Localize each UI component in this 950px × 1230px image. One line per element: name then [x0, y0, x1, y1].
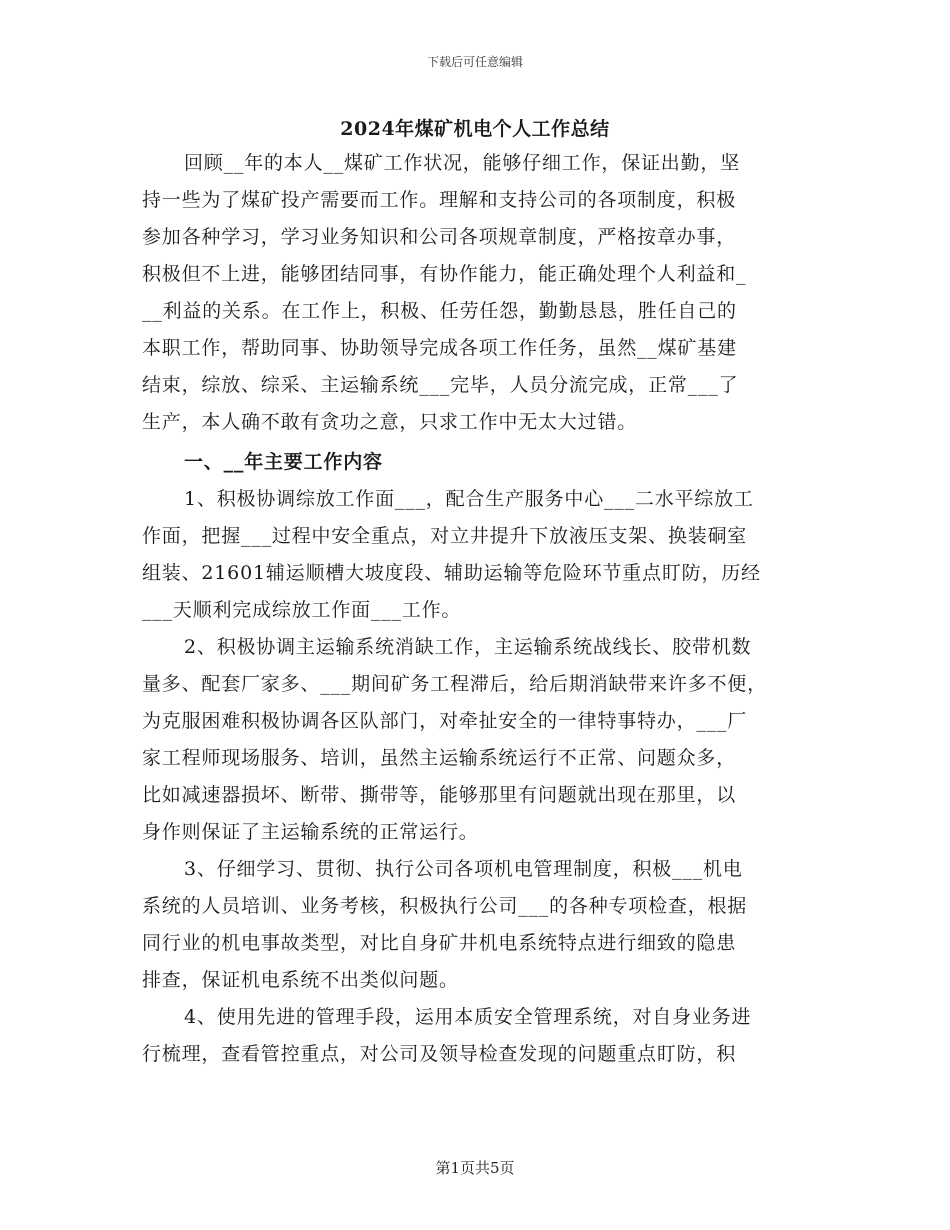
text-line: 作面，把握___过程中安全重点，对立井提升下放液压支架、换装硐室 — [142, 525, 748, 547]
text-line: 生产，本人确不敢有贪功之意，只求工作中无太大过错。 — [142, 411, 638, 433]
text-line: 身作则保证了主运输系统的正常运行。 — [142, 821, 479, 843]
text-line: 家工程师现场服务、培训，虽然主运输系统运行不正常、问题众多， — [142, 747, 737, 769]
text-line: ___天顺利完成综放工作面___工作。 — [142, 599, 462, 621]
text-line: 为克服困难积极协调各区队部门，对牵扯安全的一律特事特办，___厂 — [142, 710, 748, 732]
text-line: 系统的人员培训、业务考核，积极执行公司___的各种专项检查，根据 — [142, 895, 748, 917]
text-line: 积极但不上进，能够团结同事，有协作能力，能正确处理个人利益和_ — [142, 263, 747, 285]
text-line: 1、积极协调综放工作面___，配合生产服务中心___二水平综放工 — [184, 488, 754, 510]
text-line: 排查，保证机电系统不出类似问题。 — [142, 969, 459, 991]
text-line: 3、仔细学习、贯彻、执行公司各项机电管理制度，积极___机电 — [184, 858, 743, 880]
text-line: 持一些为了煤矿投产需要而工作。理解和支持公司的各项制度，积极 — [142, 189, 737, 211]
text-line: 比如减速器损坏、断带、撕带等，能够那里有问题就出现在那里，以 — [142, 784, 737, 806]
text-line: 4、使用先进的管理手段，运用本质安全管理系统，对自身业务进 — [184, 1006, 752, 1028]
text-line: 回顾__年的本人__煤矿工作状况，能够仔细工作，保证出勤，坚 — [184, 152, 741, 174]
text-line: 2、积极协调主运输系统消缺工作，主运输系统战线长、胶带机数 — [184, 636, 752, 658]
text-line: 同行业的机电事故类型，对比自身矿井机电系统特点进行细致的隐患 — [142, 932, 737, 954]
text-line: 结束，综放、综采、主运输系统___完毕，人员分流完成，正常___了 — [142, 374, 739, 396]
text-line: 本职工作，帮助同事、协助领导完成各项工作任务，虽然__煤矿基建 — [142, 337, 737, 359]
text-line: 参加各种学习，学习业务知识和公司各项规章制度，严格按章办事， — [142, 226, 737, 248]
text-line: 量多、配套厂家多、___期间矿务工程滞后，给后期消缺带来许多不便， — [142, 673, 767, 695]
header-note: 下载后可任意编辑 — [426, 55, 523, 69]
text-line: 组装、21601辅运顺槽大坡度段、辅助运输等危险环节重点盯防，历经 — [142, 562, 761, 584]
text-line: 行梳理，查看管控重点，对公司及领导检查发现的问题重点盯防，积 — [142, 1043, 737, 1065]
text-line: __利益的关系。在工作上，积极、任劳任怨，勤勤恳恳，胜任自己的 — [142, 300, 737, 322]
section-heading: 一、__年主要工作内容 — [184, 451, 383, 473]
document-title: 2024年煤矿机电个人工作总结 — [340, 118, 610, 140]
page-number: 第1页共5页 — [435, 1159, 515, 1177]
